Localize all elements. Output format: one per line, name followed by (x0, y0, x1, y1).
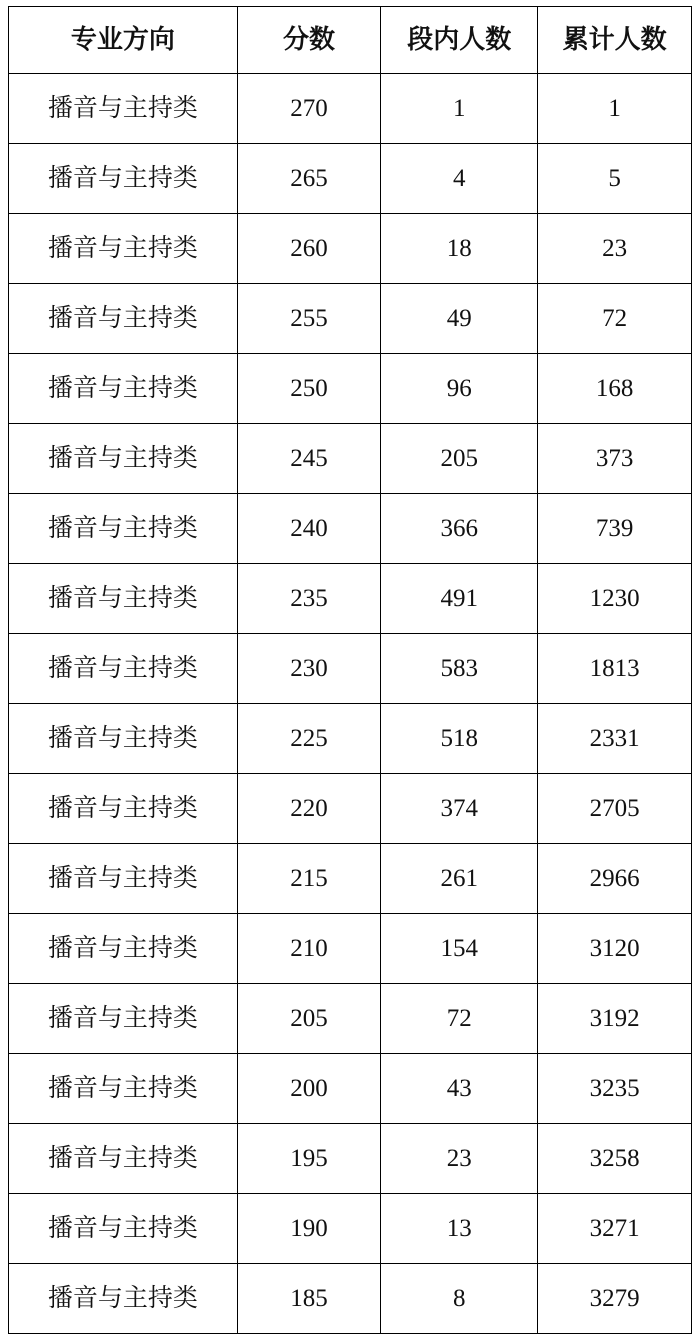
cell-score: 255 (237, 284, 380, 354)
cell-major: 播音与主持类 (9, 494, 238, 564)
table-row (9, 914, 692, 984)
cell-score: 240 (237, 494, 380, 564)
cell-major: 播音与主持类 (9, 1054, 238, 1124)
column-header-major: 专业方向 (9, 7, 238, 74)
cell-major: 播音与主持类 (9, 144, 238, 214)
column-header-score: 分数 (237, 7, 380, 74)
table-row (9, 564, 692, 634)
cell-major: 播音与主持类 (9, 844, 238, 914)
cell-in-band-count: 18 (381, 214, 538, 284)
cell-score: 265 (237, 144, 380, 214)
cell-major: 播音与主持类 (9, 634, 238, 704)
cell-cumulative-count: 3279 (538, 1264, 692, 1334)
cell-major: 播音与主持类 (9, 914, 238, 984)
cell-in-band-count: 72 (381, 984, 538, 1054)
table-row (9, 1054, 692, 1124)
cell-major: 播音与主持类 (9, 1264, 238, 1334)
table-row (9, 1264, 692, 1334)
cell-score: 185 (237, 1264, 380, 1334)
cell-cumulative-count: 3235 (538, 1054, 692, 1124)
cell-cumulative-count: 5 (538, 144, 692, 214)
cell-score: 270 (237, 74, 380, 144)
table-row (9, 74, 692, 144)
cell-score: 200 (237, 1054, 380, 1124)
cell-score: 205 (237, 984, 380, 1054)
cell-score: 215 (237, 844, 380, 914)
table-row (9, 214, 692, 284)
cell-score: 260 (237, 214, 380, 284)
cell-in-band-count: 366 (381, 494, 538, 564)
cell-cumulative-count: 3120 (538, 914, 692, 984)
cell-cumulative-count: 3192 (538, 984, 692, 1054)
column-header-cumulative-count: 累计人数 (538, 7, 692, 74)
table-body (9, 74, 692, 1334)
cell-in-band-count: 8 (381, 1264, 538, 1334)
table-row (9, 144, 692, 214)
table-row (9, 634, 692, 704)
cell-cumulative-count: 3258 (538, 1124, 692, 1194)
cell-in-band-count: 374 (381, 774, 538, 844)
cell-cumulative-count: 72 (538, 284, 692, 354)
cell-score: 225 (237, 704, 380, 774)
cell-in-band-count: 49 (381, 284, 538, 354)
cell-major: 播音与主持类 (9, 74, 238, 144)
cell-cumulative-count: 1813 (538, 634, 692, 704)
cell-score: 235 (237, 564, 380, 634)
cell-major: 播音与主持类 (9, 564, 238, 634)
cell-in-band-count: 205 (381, 424, 538, 494)
cell-score: 190 (237, 1194, 380, 1264)
cell-score: 230 (237, 634, 380, 704)
cell-cumulative-count: 739 (538, 494, 692, 564)
cell-cumulative-count: 3271 (538, 1194, 692, 1264)
cell-in-band-count: 518 (381, 704, 538, 774)
cell-cumulative-count: 2705 (538, 774, 692, 844)
cell-cumulative-count: 168 (538, 354, 692, 424)
cell-in-band-count: 1 (381, 74, 538, 144)
cell-major: 播音与主持类 (9, 1194, 238, 1264)
cell-cumulative-count: 373 (538, 424, 692, 494)
cell-score: 250 (237, 354, 380, 424)
cell-cumulative-count: 23 (538, 214, 692, 284)
table-header-row (9, 7, 692, 74)
cell-major: 播音与主持类 (9, 424, 238, 494)
table-row (9, 1124, 692, 1194)
table-row (9, 284, 692, 354)
cell-cumulative-count: 1230 (538, 564, 692, 634)
table-row (9, 844, 692, 914)
table-row (9, 424, 692, 494)
cell-major: 播音与主持类 (9, 284, 238, 354)
cell-major: 播音与主持类 (9, 1124, 238, 1194)
cell-score: 210 (237, 914, 380, 984)
cell-major: 播音与主持类 (9, 214, 238, 284)
cell-cumulative-count: 2331 (538, 704, 692, 774)
table-row (9, 1194, 692, 1264)
cell-in-band-count: 154 (381, 914, 538, 984)
cell-major: 播音与主持类 (9, 774, 238, 844)
cell-major: 播音与主持类 (9, 984, 238, 1054)
cell-major: 播音与主持类 (9, 354, 238, 424)
table-row (9, 774, 692, 844)
cell-in-band-count: 583 (381, 634, 538, 704)
cell-in-band-count: 96 (381, 354, 538, 424)
table-row (9, 354, 692, 424)
cell-in-band-count: 13 (381, 1194, 538, 1264)
cell-score: 245 (237, 424, 380, 494)
cell-in-band-count: 261 (381, 844, 538, 914)
cell-major: 播音与主持类 (9, 704, 238, 774)
column-header-in-band-count: 段内人数 (381, 7, 538, 74)
cell-in-band-count: 23 (381, 1124, 538, 1194)
table-row (9, 704, 692, 774)
cell-cumulative-count: 1 (538, 74, 692, 144)
score-distribution-table (8, 6, 692, 1334)
cell-score: 220 (237, 774, 380, 844)
table-row (9, 494, 692, 564)
cell-score: 195 (237, 1124, 380, 1194)
cell-in-band-count: 4 (381, 144, 538, 214)
cell-in-band-count: 491 (381, 564, 538, 634)
cell-in-band-count: 43 (381, 1054, 538, 1124)
table-row (9, 984, 692, 1054)
cell-cumulative-count: 2966 (538, 844, 692, 914)
